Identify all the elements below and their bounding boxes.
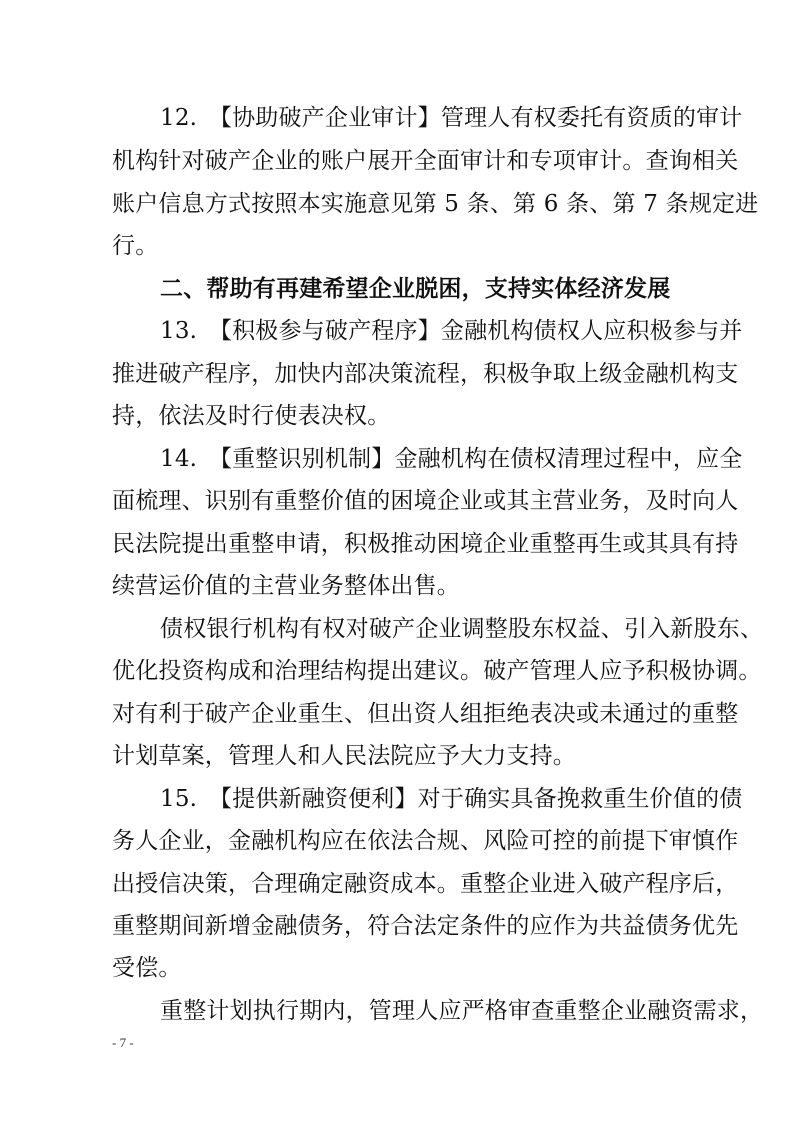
paragraph-14-line-1: 14. 【重整识别机制】金融机构在债权清理过程中，应全	[160, 446, 743, 472]
page-number: - 7 -	[112, 1035, 134, 1050]
paragraph-creditor-line-1: 债权银行机构有权对破产企业调整股东权益、引入新股东、	[160, 616, 764, 642]
paragraph-13-line-1: 13. 【积极参与破产程序】金融机构债权人应积极参与并	[160, 318, 743, 344]
paragraph-15-line-2: 务人企业，金融机构应在依法合规、风险可控的前提下审慎作	[112, 828, 739, 854]
paragraph-creditor-line-2: 优化投资构成和治理结构提出建议。破产管理人应予积极协调。	[112, 658, 762, 684]
paragraph-12-line-1: 12. 【协助破产企业审计】管理人有权委托有资质的审计	[160, 105, 743, 131]
paragraph-15-line-4: 重整期间新增金融债务，符合法定条件的应作为共益债务优先	[112, 913, 739, 939]
paragraph-13-line-3: 持，依法及时行使表决权。	[112, 403, 391, 429]
paragraph-15-line-3: 出授信决策，合理确定融资成本。重整企业进入破产程序后，	[112, 871, 739, 897]
paragraph-15-line-1: 15. 【提供新融资便利】对于确实具备挽救重生价值的债	[160, 786, 743, 812]
paragraph-14-line-4: 续营运价值的主营业务整体出售。	[112, 573, 460, 599]
paragraph-15-line-5: 受偿。	[112, 955, 182, 981]
section-heading-2: 二、帮助有再建希望企业脱困，支持实体经济发展	[160, 276, 671, 302]
paragraph-execution-line-1: 重整计划执行期内，管理人应严格审查重整企业融资需求，	[160, 998, 764, 1024]
paragraph-12-line-2: 机构针对破产企业的账户展开全面审计和专项审计。查询相关	[112, 148, 739, 174]
paragraph-13-line-2: 推进破产程序，加快内部决策流程，积极争取上级金融机构支	[112, 361, 739, 387]
paragraph-14-line-2: 面梳理、识别有重整价值的困境企业或其主营业务，及时向人	[112, 488, 739, 514]
paragraph-12-line-4: 行。	[112, 233, 159, 259]
paragraph-creditor-line-4: 计划草案，管理人和人民法院应予大力支持。	[112, 743, 576, 769]
paragraph-creditor-line-3: 对有利于破产企业重生、但出资人组拒绝表决或未通过的重整	[112, 701, 739, 727]
paragraph-12-line-3: 账户信息方式按照本实施意见第 5 条、第 6 条、第 7 条规定进	[112, 191, 759, 217]
paragraph-14-line-3: 民法院提出重整申请，积极推动困境企业重整再生或其具有持	[112, 531, 739, 557]
